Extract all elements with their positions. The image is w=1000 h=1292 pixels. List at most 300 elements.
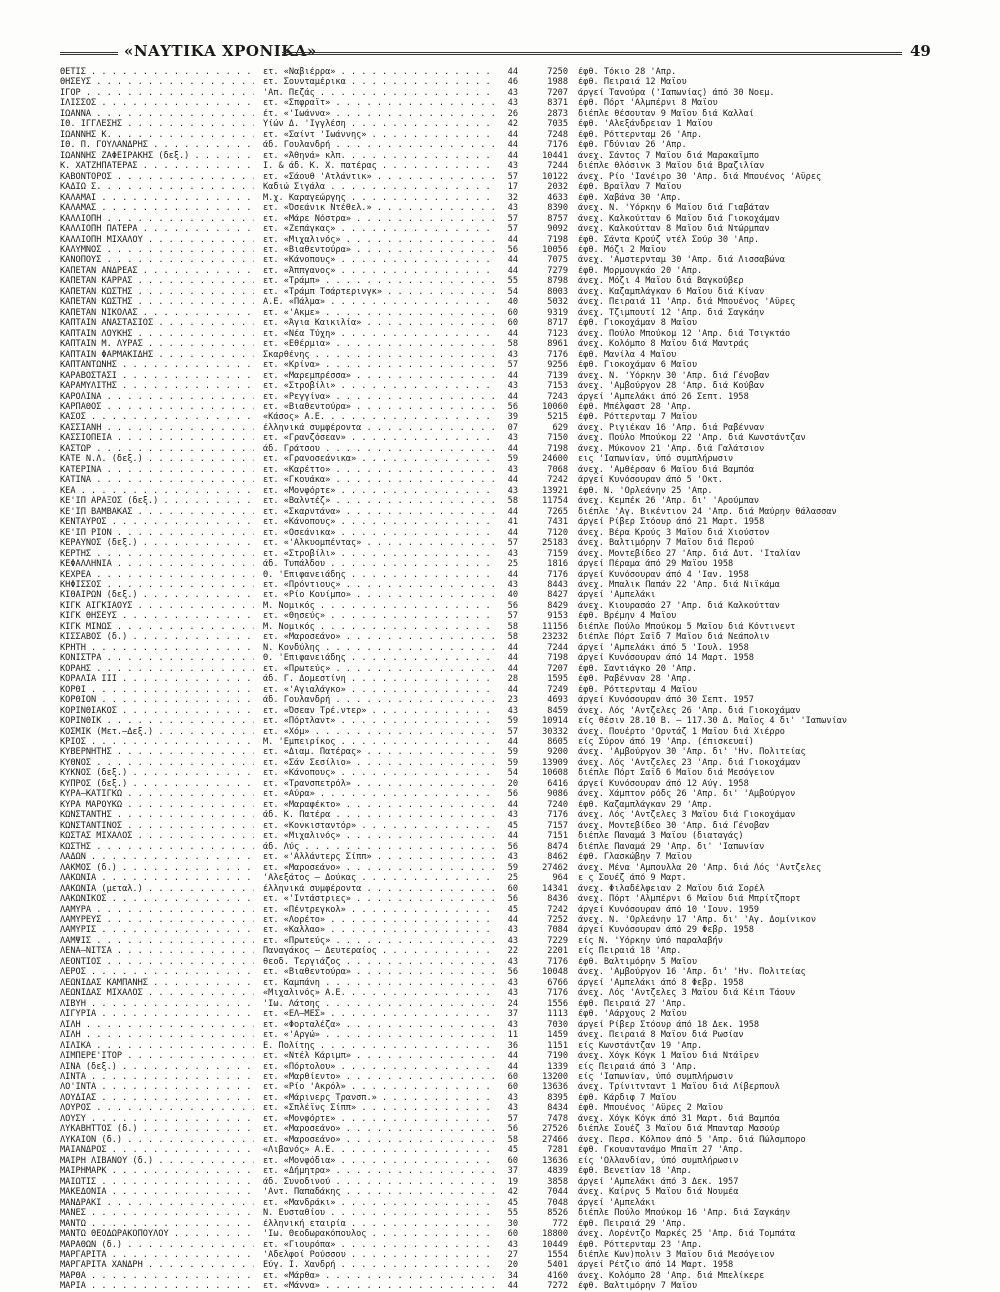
ship-owner: «Κάσος» Α.Ε. . . .: [263, 412, 495, 422]
ship-year: 25: [507, 559, 518, 570]
ship-tonnage: 7243: [547, 391, 568, 402]
table-row: [60, 611, 960, 621]
ship-tonnage: 10914: [542, 716, 568, 727]
ship-owner: Μ. 'Εμπειρίκος . . .: [263, 737, 495, 747]
ship-owner: 'Απ. Πεζάς . . .: [263, 88, 495, 98]
ship-year: 57: [507, 611, 518, 622]
ship-tonnage: 7431: [547, 517, 568, 528]
ship-name: ΚΑΛΥΜΝΟΣ . . .: [60, 245, 254, 255]
ship-position: άργεί 'Αμπελάκι άπό 8 Φεβρ. 1958: [578, 977, 744, 988]
ship-owner: 'Αντ. Παπαδάκης . . .: [263, 1187, 495, 1197]
ship-position: διέπλε 'Αγ. Βικέντιον 24 'Απρ. διά Μαύρην θάλασσαν: [578, 506, 837, 517]
ship-position: έφθ. Γλασκώβην 7 Μαΐου: [578, 852, 692, 863]
ship-position: έφθ. 'Αλεξάνδρειαν 1 Μαΐου: [578, 119, 713, 130]
table-row: [60, 486, 960, 496]
ship-position: έφθ. Μανίλα 4 Μαΐου: [578, 349, 677, 360]
ship-tonnage: 7176: [547, 988, 568, 999]
ship-tonnage: 8427: [547, 590, 568, 601]
ship-tonnage: 4160: [547, 1270, 568, 1281]
ship-position: είς 'Ολλανδίαν, ύπό συμπλήρωσιν: [578, 1155, 739, 1166]
ship-name: ΚΙΓΚ ΘΗΣΕΥΣ . . .: [60, 611, 254, 621]
ship-owner: έτ. «'Ιωάννα» . . .: [263, 109, 495, 119]
ship-name: ΙΓΟΡ . . .: [60, 88, 254, 98]
ship-year: 37: [507, 1009, 518, 1020]
table-row: [60, 255, 960, 265]
ship-name: ΙΩΑΝΝΗΣ Κ. . . .: [60, 130, 254, 140]
ship-owner: ετ. «Άππγανος» . . .: [263, 266, 495, 276]
table-row: [60, 193, 960, 203]
ship-owner: ετ. «Εθέρμια» . . .: [263, 339, 495, 349]
table-row: [60, 224, 960, 234]
ship-year: 44: [507, 255, 518, 266]
ship-name: ΜΑΚΕΔΟΝΙΑ . . .: [60, 1187, 254, 1197]
ship-position: άνεχ. 'Αμβούργον 30 'Απρ. δι' 'Ην. Πολιτείας: [578, 747, 806, 758]
ship-tonnage: 5215: [547, 412, 568, 423]
table-row: [60, 1041, 960, 1051]
ship-name: ΛΑΜΥΡΑ . . .: [60, 905, 254, 915]
ship-year: 30: [507, 1218, 518, 1229]
ship-name: ΜΑΝΤΩ . . .: [60, 1219, 254, 1229]
ship-position: έφθ. Βραΐλαν 7 Μαΐου: [578, 182, 682, 193]
header-rule-right: [282, 52, 902, 55]
ship-tonnage: 13200: [542, 1072, 568, 1082]
ship-owner: ετ. «Χόμ» . . .: [263, 727, 495, 737]
table-row: [60, 1198, 960, 1208]
ship-position: άργεί 'Αμπελάκι άπό 26 Σεπτ. 1958: [578, 391, 749, 402]
ship-position: έφθ. Γδύνιαν 26 'Απρ.: [578, 140, 687, 151]
table-row: [60, 1082, 960, 1092]
ship-name: ΛΕΝΑ—ΝΙΤΣΑ . . .: [60, 946, 254, 956]
ship-name: ΚΑΣΤΩΡ . . .: [60, 444, 254, 454]
table-row: [60, 559, 960, 569]
page-number: 49: [910, 42, 931, 60]
table-row: [60, 151, 960, 161]
ship-position: άνεχ. Μοντεβίδεο 27 'Απρ. διά Δυτ. 'Ιταλίαν: [578, 548, 801, 559]
ship-year: 43: [507, 433, 518, 444]
ship-owner: ετ. «ΕΛ—ΜΕΣ» . . .: [263, 1009, 495, 1019]
ship-position: άνεχ. Ν. 'Ορλεάνην 17 'Απρ. δι' 'Αγ. Δομίνικον: [578, 914, 816, 925]
ship-name: ΙΘ. ΙΓΓΛΕΣΗΣ . . .: [60, 119, 254, 129]
ship-owner: ετ. «Πρωτεύς» . . .: [263, 664, 495, 674]
ship-name: ΚΕ'ΙΠ ΒΑΜΒΑΚΑΣ . . .: [60, 507, 254, 517]
ship-position: άνεχ. Λός 'Αντζελες 26 'Απρ. διά Γιοκοχάμαν: [578, 705, 801, 716]
ship-tonnage: 2201: [547, 946, 568, 957]
ship-name: ΚΕΡΤΗΣ . . .: [60, 549, 254, 559]
ship-position: άνεχ. Ρίο 'Ιανέιρο 30 'Απρ. διά Μπουένος 'Αϋρες: [578, 171, 822, 182]
ship-position: έφθ. Χαβάνα 30 'Απρ.: [578, 192, 682, 203]
ship-tonnage: 13921: [542, 485, 568, 496]
ship-year: 11: [507, 1030, 518, 1041]
ship-year: 44: [507, 642, 518, 653]
table-row: [60, 852, 960, 862]
ship-tonnage: 7198: [547, 443, 568, 454]
ship-position: άργεί Ρέτζιο άπό 14 Μαρτ. 1958: [578, 1260, 734, 1271]
ship-name: ΛΑΜΥΡΙΣ . . .: [60, 925, 254, 935]
ship-tonnage: 7478: [547, 1113, 568, 1124]
ship-name: ΚΕΑ . . .: [60, 486, 254, 496]
ship-position: έφθ. Πειραιά 27 'Απρ.: [578, 998, 687, 1009]
ship-owner: ετ. «Λορέτο» . . .: [263, 915, 495, 925]
ship-owner: ετ. «'Ακμε» . . .: [263, 308, 495, 318]
ship-year: 44: [507, 737, 518, 747]
ship-year: 56: [507, 789, 518, 800]
ship-position: άνεχ. Λός 'Αντζελες 3 Μαΐου διά Κέιπ Τάουν: [578, 988, 796, 999]
ship-year: 44: [507, 443, 518, 454]
ship-position: άργεί Κυνόσουραν άπό 14 Μαρτ. 1958: [578, 653, 754, 664]
ship-tonnage: 7198: [547, 234, 568, 245]
ship-tonnage: 7176: [547, 810, 568, 821]
ship-owner: ετ. «Μάρινερς Τρανσπ.» . . .: [263, 1093, 495, 1103]
table-row: [60, 570, 960, 580]
ship-owner: ετ. «Μονφόρτε» . . .: [263, 1114, 495, 1124]
ship-name: ΚΩΝΣΤΑΝΤΗΣ . . .: [60, 810, 254, 820]
ship-movements-list: [60, 67, 960, 1292]
ship-tonnage: 6416: [547, 778, 568, 789]
ship-name: ΛΕΡΟΣ . . .: [60, 967, 254, 977]
ship-name: ΚΟΝΙΣΤΡΑ . . .: [60, 653, 254, 663]
ship-position: έφθ. Ραβένναν 28 'Απρ.: [578, 674, 692, 685]
table-row: [60, 371, 960, 381]
ship-position: άνεχ. Κολόμπο 8 Μαΐου διά Μαντράς: [578, 339, 749, 350]
table-row: [60, 664, 960, 674]
table-row: [60, 1208, 960, 1218]
table-row: [60, 1062, 960, 1072]
ship-name: ΛΥΚΑΙΟΝ (δ.) . . .: [60, 1135, 254, 1145]
ship-year: 56: [507, 967, 518, 978]
ship-position: έφθ. Γιοκοχάμαν 8 Μαΐου: [578, 318, 697, 329]
table-row: [60, 392, 960, 402]
ship-name: ΚΑΤΙΝΑ . . .: [60, 475, 254, 485]
table-row: [60, 1166, 960, 1176]
ship-tonnage: 7176: [547, 569, 568, 580]
ship-tonnage: 10048: [542, 967, 568, 978]
magazine-title: «ΝΑΥΤΙΚΑ ΧΡΟΝΙΚΑ»: [124, 42, 317, 60]
ship-position: έφθ. Μπέλφαστ 28 'Απρ.: [578, 402, 692, 412]
table-row: [60, 67, 960, 77]
ship-year: 58: [507, 1134, 518, 1145]
ship-position: άνεχ. Μόζι 4 Μαΐου διά Βαγκούβερ: [578, 276, 744, 287]
ship-year: 32: [507, 192, 518, 203]
ship-name: ΚΑΠΤΑΙΝ ΦΑΡΜΑΚΙΔΗΣ . . .: [60, 350, 254, 360]
ship-owner: ετ. «Μαρεμπρέσσα» . . .: [263, 371, 495, 381]
ship-tonnage: 25183: [542, 538, 568, 549]
ship-owner: ετ. «'Αγιαλάγκο» . . .: [263, 685, 495, 695]
ship-name: ΛΑΜΥΡΕΥΣ . . .: [60, 915, 254, 925]
ship-position: άργεί Κυνόσουραν άπό 4 'Ιαν. 1958: [578, 569, 749, 580]
ship-tonnage: 9319: [547, 307, 568, 318]
table-row: [60, 925, 960, 935]
ship-tonnage: 964: [552, 873, 568, 884]
table-row: [60, 203, 960, 213]
ship-name: ΚΕΡΑΥΝΟΣ (δεξ.) . . .: [60, 538, 254, 548]
ship-name: ΛΙΛΗ . . .: [60, 1030, 254, 1040]
ship-owner: Ι. & άδ. Κ. Χ. πατέρας . . .: [263, 161, 495, 171]
ship-position: άνεχ. Πούλο Μπούκομ 12 'Απρ. διά Τσιγκτάο: [578, 328, 791, 339]
ship-position: άνεχ. Καζαμπλάγκαν 6 Μαΐου διά Κίναν: [578, 286, 765, 297]
ship-owner: ετ. Καμπάνη . . .: [263, 978, 495, 988]
ship-tonnage: 7084: [547, 925, 568, 936]
ship-owner: ετ. Σουνταμέρικα . . .: [263, 77, 495, 87]
table-row: [60, 444, 960, 454]
ship-owner: ετ. «Βιαθεντούρα» . . .: [263, 967, 495, 977]
ship-owner: Σκαρθένης . . .: [263, 350, 495, 360]
ship-owner: ετ. «Όσεαν Τρέ.ντερ» . . .: [263, 706, 495, 716]
ship-position: έφθ. Σάντα Κρούζ ντέλ Σούρ 30 'Απρ.: [578, 234, 760, 245]
ship-tonnage: 30332: [542, 726, 568, 737]
table-row: [60, 1093, 960, 1103]
table-row: [60, 109, 960, 119]
ship-tonnage: 7176: [547, 956, 568, 967]
ship-position: είς 'Ιαπωνίαν, ύπό συμπλήρωσιν: [578, 1072, 734, 1082]
table-row: [60, 350, 960, 360]
ship-year: 60: [507, 1072, 518, 1082]
ship-owner: ετ. «Μονφόρτε» . . .: [263, 486, 495, 496]
ship-position: άνεχ. Πειραιά 8 Μαΐου διά Ρωσίαν: [578, 1030, 744, 1041]
ship-name: ΛΙΝΑ (δεξ.) . . .: [60, 1062, 254, 1072]
ship-name: ΜΑΡΓΑΡΙΤΑ . . .: [60, 1250, 254, 1260]
table-row: [60, 182, 960, 192]
ship-owner: Α.Ε. «Πάλμα» . . .: [263, 297, 495, 307]
ship-owner: ετ. «Γιουρόπα» . . .: [263, 1240, 495, 1250]
ship-owner: ετ. «'Αλλάντερς Σίππ» . . .: [263, 852, 495, 862]
table-row: [60, 737, 960, 747]
ship-tonnage: 3858: [547, 1176, 568, 1187]
ship-position: άνεχ. Ν. 'Υόρκην 6 Μαΐου διά Γιαβάταν: [578, 203, 770, 214]
ship-tonnage: 4633: [547, 192, 568, 203]
ship-tonnage: 7272: [547, 1281, 568, 1292]
table-row: [60, 768, 960, 778]
ship-position: διέπλε Σουέζ 3 Μαΐου διά Μπανταρ Μασούρ: [578, 1124, 780, 1135]
ship-year: 58: [507, 632, 518, 643]
ship-tonnage: 8717: [547, 318, 568, 329]
ship-position: διέπλε Πόρτ Σαΐδ 6 Μαΐου διά Μεσόγειον: [578, 768, 775, 779]
ship-year: 56: [507, 841, 518, 852]
ship-name: ΚΑΠΕΤΑΝ ΚΑΡΡΑΣ . . .: [60, 276, 254, 286]
ship-year: 44: [507, 328, 518, 339]
ship-name: ΛΟ'ΙΝΤΑ . . .: [60, 1082, 254, 1092]
ship-owner: ετ. «Μάννα» . . .: [263, 1281, 495, 1291]
ship-owner: «Λιβανός» Α.Ε. . . .: [263, 1145, 495, 1155]
table-row: [60, 758, 960, 768]
ship-year: 43: [507, 810, 518, 821]
ship-position: είς Κωνστάντζαν 19 'Απρ.: [578, 1040, 703, 1051]
ship-owner: Καδιώ Σιγάλα . . .: [263, 182, 495, 192]
ship-tonnage: 9092: [547, 224, 568, 235]
table-row: [60, 88, 960, 98]
ship-position: άνεχ. Μπαλικ Παπάν 22 'Απρ. διά Νιϊκάμα: [578, 579, 780, 590]
ship-owner: ετ. «Μαροσεάνο» . . .: [263, 1124, 495, 1134]
table-row: [60, 821, 960, 831]
ship-year: 37: [507, 1166, 518, 1177]
ship-year: 60: [507, 318, 518, 329]
ship-position: άνεχ. Χόγκ Κόγκ άπό 31 Μαρτ. διά Βαμπόα: [578, 1113, 780, 1124]
ship-year: 40: [507, 297, 518, 308]
ship-tonnage: 8757: [547, 213, 568, 224]
ship-position: είς Πειραιά 18 'Απρ.: [578, 946, 682, 957]
ship-name: ΚΥΡΑ—ΚΑΤΙΓΚΩ . . .: [60, 789, 254, 799]
ship-owner: ετ. «Κονκισταντόρ» . . .: [263, 821, 495, 831]
ship-tonnage: 7139: [547, 370, 568, 381]
ship-tonnage: 7030: [547, 1019, 568, 1030]
ship-name: ΙΩΑΝΝΗΣ ΖΑΦΕΙΡΑΚΗΣ (δεξ.) . . .: [60, 151, 254, 161]
ship-name: ΛΙΒΥΗ . . .: [60, 999, 254, 1009]
ship-name: ΜΑΝΔΡΑΚΙ . . .: [60, 1198, 254, 1208]
ship-position: έφθ. Ρόττερνταμ 4 Μαΐου: [578, 684, 697, 695]
ship-position: διέπλε θέσουταν 9 Μαΐου διά Καλλαί: [578, 108, 754, 119]
ship-owner: έλληνικά συμφέροντα . . .: [263, 884, 495, 894]
ship-name: ΚΟΣΜΙΚ (Μετ.—Δεξ.) . . .: [60, 727, 254, 737]
ship-owner: ετ. «Βιαθεντούρα» . . .: [263, 402, 495, 412]
ship-tonnage: 7123: [547, 328, 568, 339]
ship-year: 43: [507, 381, 518, 392]
table-row: [60, 1187, 960, 1197]
ship-year: 43: [507, 1103, 518, 1114]
table-row: [60, 1114, 960, 1124]
ship-tonnage: 10122: [542, 171, 568, 182]
table-row: [60, 590, 960, 600]
ship-position: έφθ. Σαντιάγκο 20 'Απρ.: [578, 663, 697, 674]
table-row: [60, 1020, 960, 1030]
ship-position: είς θέσιν 28.10 Β. — 117.30 Δ. Μαΐος 4 δι' 'Ιαπωνίαν: [578, 716, 848, 727]
ship-owner: ετ. «Στροβίλι» . . .: [263, 549, 495, 559]
ship-name: ΛΟΥΔΙΑΣ . . .: [60, 1093, 254, 1103]
table-row: [60, 1250, 960, 1260]
ship-year: 44: [507, 370, 518, 381]
ship-owner: Θ. 'Επιφανειάδης . . .: [263, 570, 495, 580]
ship-tonnage: 7250: [547, 67, 568, 77]
table-row: [60, 77, 960, 87]
ship-owner: ετ. «Σκαρντάνα» . . .: [263, 507, 495, 517]
ship-owner: άδ. Λύς . . .: [263, 842, 495, 852]
ship-year: 42: [507, 119, 518, 130]
ship-name: ΘΕΤΙΣ . . .: [60, 67, 254, 77]
table-row: [60, 465, 960, 475]
ship-position: έφθ. Βαλτιμόρην 7 Μαΐου: [578, 1281, 697, 1292]
ship-name: ΛΑΚΩΝΙΑ . . .: [60, 873, 254, 883]
ship-tonnage: 13636: [542, 1155, 568, 1166]
ship-owner: ετ. «Σπλέϊνς Σίππ» . . .: [263, 1103, 495, 1113]
ship-year: 26: [507, 108, 518, 119]
ship-year: 41: [507, 517, 518, 528]
ship-year: 56: [507, 600, 518, 611]
table-row: [60, 1219, 960, 1229]
ship-position: έφθ. Βενετίαν 18 'Απρ.: [578, 1166, 692, 1177]
ship-year: 43: [507, 1092, 518, 1103]
ship-name: ΚΕΝΤΑΥΡΟΣ . . .: [60, 517, 254, 527]
ship-owner: ετ. «Τράμπ Τσάρτερινγκ» . . .: [263, 287, 495, 297]
ship-name: ΜΑΙΑΝΔΡΟΣ . . .: [60, 1145, 254, 1155]
ship-position: άνεχ. Κιουρασάο 27 'Απρ. διά Καλκούτταν: [578, 600, 780, 611]
table-row: [60, 674, 960, 684]
ship-position: άνεχ. 'Αμθέρσαν 6 Μαΐου διά Βαμπόα: [578, 464, 754, 475]
ship-tonnage: 7207: [547, 87, 568, 98]
table-row: [60, 1009, 960, 1019]
ship-tonnage: 7248: [547, 129, 568, 140]
ship-owner: ετ. «Πρωτεύς» . . .: [263, 936, 495, 946]
ship-owner: ετ. «Άγια Καικιλία» . . .: [263, 318, 495, 328]
table-row: [60, 433, 960, 443]
ship-position: έφθ. Μπουένος 'Αϋρες 2 Μαΐου: [578, 1103, 723, 1114]
ship-owner: ετ. «Βαλντέζ» . . .: [263, 496, 495, 506]
ship-owner: Παναγάκος — Δευτεραίος . . .: [263, 946, 495, 956]
ship-owner: «Μιχαλινός» Α.Ε. . . .: [263, 988, 495, 998]
ship-position: άργεί Κυνόσουραν άπό 5 'Οκτ.: [578, 475, 723, 486]
table-row: [60, 245, 960, 255]
ship-position: έφθ. Γκουαντανάμο Μπαϊπ 27 'Απρ.: [578, 1145, 744, 1156]
ship-tonnage: 8003: [547, 286, 568, 297]
ship-tonnage: 11754: [542, 496, 568, 507]
table-row: [60, 727, 960, 737]
table-row: [60, 706, 960, 716]
ship-tonnage: 1816: [547, 559, 568, 570]
ship-position: άνεχ. Λός 'Αντζελες 23 'Απρ. διά Γιοκοχάμαν: [578, 757, 801, 768]
ship-tonnage: 8474: [547, 841, 568, 852]
ship-year: 44: [507, 799, 518, 810]
ship-year: 59: [507, 747, 518, 758]
table-row: [60, 988, 960, 998]
ship-owner: Υίών Δ. 'Ιγγλέση . . .: [263, 119, 495, 129]
ship-year: 44: [507, 234, 518, 245]
ship-year: 56: [507, 894, 518, 905]
ship-name: ΚΑΠΤΑΙΝ Μ. ΛΥΡΑΣ . . .: [60, 339, 254, 349]
ship-position: άνεχ. 'Αμβούργον 16 'Απρ. δι' 'Ην. Πολιτείας: [578, 967, 806, 978]
ship-position: άνεχ. Λός 'Αντζελες 3 Μαΐου διά Γιοκοχάμαν: [578, 810, 796, 821]
ship-year: 25: [507, 873, 518, 884]
ship-year: 44: [507, 391, 518, 402]
ship-name: ΚΕ'ΙΠ ΡΙΟΝ . . .: [60, 528, 254, 538]
ship-tonnage: 1554: [547, 1249, 568, 1260]
ship-tonnage: 1988: [547, 77, 568, 88]
ship-year: 44: [507, 914, 518, 925]
ship-position: έφθ. Πειραιά 12 Μαΐου: [578, 77, 687, 88]
table-row: [60, 329, 960, 339]
ship-owner: ετ. «Ντέλ Κάριμπ» . . .: [263, 1051, 495, 1061]
table-row: [60, 266, 960, 276]
ship-position: έφθ. Ρόττερνταμ 23 'Απρ.: [578, 1239, 703, 1250]
ship-owner: άδ. Γ. Δομεστίνη . . .: [263, 674, 495, 684]
ship-name: ΜΑΡΓΑΡΙΤΑ ΧΑΝΔΡΗ . . .: [60, 1260, 254, 1270]
table-row: [60, 884, 960, 894]
table-row: [60, 475, 960, 485]
ship-year: 44: [507, 569, 518, 580]
ship-owner: ετ. «Γρανοσεάνικα» . . .: [263, 454, 495, 464]
ship-owner: ετ. «Μαροσεάνο» . . .: [263, 1135, 495, 1145]
ship-year: 57: [507, 1113, 518, 1124]
ship-name: ΚΑΡΟΛΙΝΑ . . .: [60, 392, 254, 402]
ship-tonnage: 7120: [547, 527, 568, 538]
ship-tonnage: 6766: [547, 977, 568, 988]
table-row: [60, 1135, 960, 1145]
table-row: [60, 653, 960, 663]
ship-tonnage: 14341: [542, 883, 568, 894]
ship-position: διέπλε Κων)πολιν 3 Μαΐου διά Μεσόγειον: [578, 1249, 775, 1260]
ship-year: 44: [507, 663, 518, 674]
ship-year: 55: [507, 1208, 518, 1219]
ship-owner: ετ. «Τρανσπετρόλ» . . .: [263, 779, 495, 789]
ship-tonnage: 7229: [547, 935, 568, 946]
ship-tonnage: 10449: [542, 1239, 568, 1250]
ship-tonnage: 7075: [547, 255, 568, 266]
ship-name: ΚΕ'ΙΠ ΑΡΑΞΟΣ (δεξ.) . . .: [60, 496, 254, 506]
ship-name: ΜΑΡΘΑ . . .: [60, 1271, 254, 1281]
ship-tonnage: 8459: [547, 705, 568, 716]
ship-owner: ετ. «Πόρτολου» . . .: [263, 1062, 495, 1072]
ship-tonnage: 23232: [542, 632, 568, 643]
ship-tonnage: 7035: [547, 119, 568, 130]
ship-name: ΚΑΠΤΑΙΝ ΛΟΥΚΗΣ . . .: [60, 329, 254, 339]
ship-name: ΚΟΡΘΙΟΝ . . .: [60, 695, 254, 705]
ship-owner: έλληνικά συμφέροντα . . .: [263, 423, 495, 433]
